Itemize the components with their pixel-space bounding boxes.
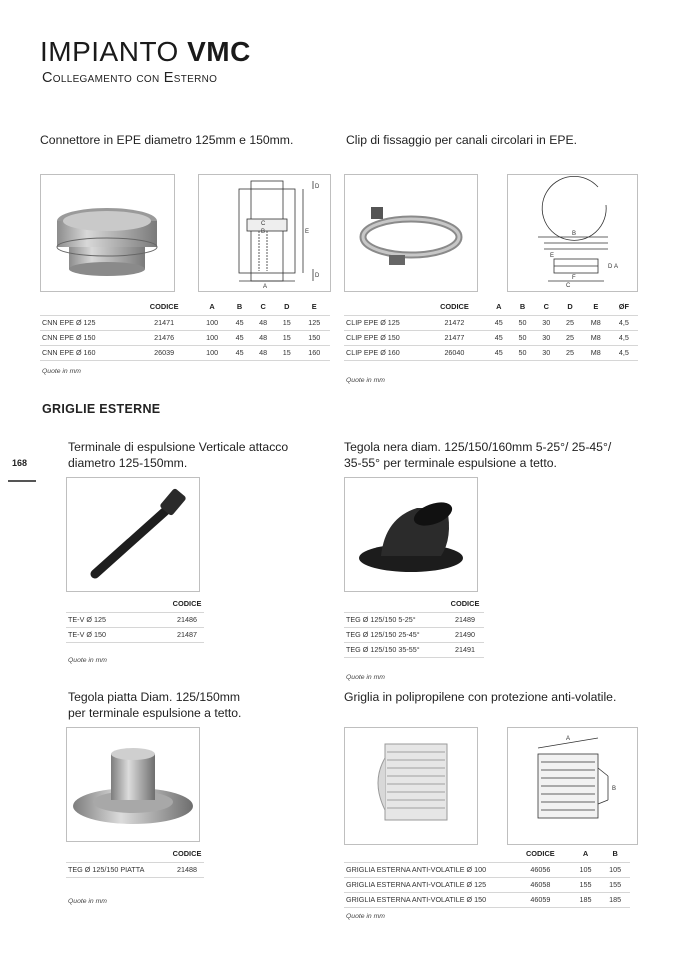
clip-photo [344,174,478,292]
terminale-table [66,599,204,643]
table-header-row [344,599,484,613]
table-row: GRIGLIA ESTERNA ANTI-VOLATILE Ø 150 46059 185 185 [344,893,630,908]
clip-dim-a: A [614,264,619,270]
clip-dim-e: E [550,253,555,259]
tegola-piatta-table [66,849,204,878]
connettore-note: Quote in mm [42,368,81,375]
table-row: TE-V Ø 150 21487 [66,628,204,643]
table-header-row [40,302,330,316]
table-row: CLIP EPE Ø 150 21477 45 50 30 25 M8 4,5 [344,331,638,346]
tegola-piatta-photo [66,727,200,842]
clip-dim-c: C [566,283,571,289]
col-header: A [209,302,215,311]
griglia-drawing [507,727,638,845]
connettore-photo [40,174,175,292]
clip-dim-d: D [608,264,613,270]
table-row: TEG Ø 125/150 PIATTA 21488 [66,863,204,878]
table-row: TEG Ø 125/150 25-45° 21490 [344,628,484,643]
table-header-row [66,849,204,863]
col-header: B [612,849,618,858]
col-header: CODICE [149,302,179,311]
col-header: E [593,302,599,311]
col-header: C [260,302,266,311]
connettore-drawing [198,174,331,292]
griglia-note: Quote in mm [346,913,385,920]
col-header: CODICE [172,599,202,608]
tegola-nera-table [344,599,484,658]
table-row: GRIGLIA ESTERNA ANTI-VOLATILE Ø 100 46056 105 105 [344,863,630,878]
page-number: 168 [12,458,28,468]
connettore-dim-c: C [261,221,266,227]
connettore-dim-d: D [315,184,320,190]
col-header: CODICE [525,849,555,858]
page-title: IMPIANTO VMC [40,36,251,67]
table-row: CNN EPE Ø 125 21471 100 45 48 15 125 [40,316,330,331]
griglia-photo [344,727,478,845]
table-row: TEG Ø 125/150 5-25° 21489 [344,613,484,628]
griglia-table [344,849,630,908]
table-header-row [344,849,630,863]
col-header: ØF [618,302,629,311]
col-header: A [582,849,589,858]
clip-dim-f: F [572,275,576,281]
griglia-dim-b: B [612,786,617,792]
col-header: A [496,302,502,311]
col-header: D [567,302,573,311]
terminale-photo [66,477,200,592]
clip-description: Clip di fissaggio per canali circolari in EPE. [346,133,577,147]
table-row: CLIP EPE Ø 160 26040 45 50 30 25 M8 4,5 [344,346,638,361]
col-header: B [519,302,526,311]
connettore-table [40,302,330,361]
table-row: TEG Ø 125/150 35-55° 21491 [344,643,484,658]
table-row: CNN EPE Ø 160 26039 100 45 48 15 160 [40,346,330,361]
tegola-piatta-note: Quote in mm [68,898,107,905]
tegola-nera-description: Tegola nera diam. 125/150/160mm 5-25°/ 25-45°/ 35-55° per terminale espulsione a tetto. [344,440,612,470]
table-row: GRIGLIA ESTERNA ANTI-VOLATILE Ø 125 46058 155 155 [344,878,630,893]
page-subtitle: Collegamento con Esterno [42,70,218,86]
table-row: TE-V Ø 125 21486 [66,613,204,628]
col-header: CODICE [172,849,202,858]
terminale-note: Quote in mm [68,657,107,664]
connettore-dim-e: E [305,229,310,235]
clip-note: Quote in mm [346,377,385,384]
clip-table [344,302,638,361]
section-title-griglie: GRIGLIE ESTERNE [42,402,161,416]
griglia-description: Griglia in polipropilene con protezione anti-volatile. [344,690,617,704]
connettore-description: Connettore in EPE diametro 125mm e 150mm. [40,133,294,147]
connettore-dim-d2: D [315,273,320,279]
col-header: CODICE [440,302,469,311]
tegola-nera-photo [344,477,478,592]
table-row: CNN EPE Ø 150 21476 100 45 48 15 150 [40,331,330,346]
table-header-row [66,599,204,613]
col-header: CODICE [450,599,480,608]
griglia-dim-a: A [566,736,571,742]
col-header: B [236,302,243,311]
table-header-row [344,302,638,316]
col-header: C [543,302,549,311]
tegola-piatta-description: Tegola piatta Diam. 125/150mm per terminale espulsione a tetto. [68,690,242,720]
col-header: D [284,302,290,311]
terminale-description: Terminale di espulsione Verticale attacco diametro 125-150mm. [68,440,289,470]
clip-dim-b: B [572,231,577,237]
clip-drawing [507,174,638,292]
page-number-bar [8,480,36,482]
connettore-dim-b: B [261,229,266,235]
connettore-dim-a: A [263,284,268,290]
tegola-nera-note: Quote in mm [346,674,385,681]
col-header: E [311,302,317,311]
table-row: CLIP EPE Ø 125 21472 45 50 30 25 M8 4,5 [344,316,638,331]
